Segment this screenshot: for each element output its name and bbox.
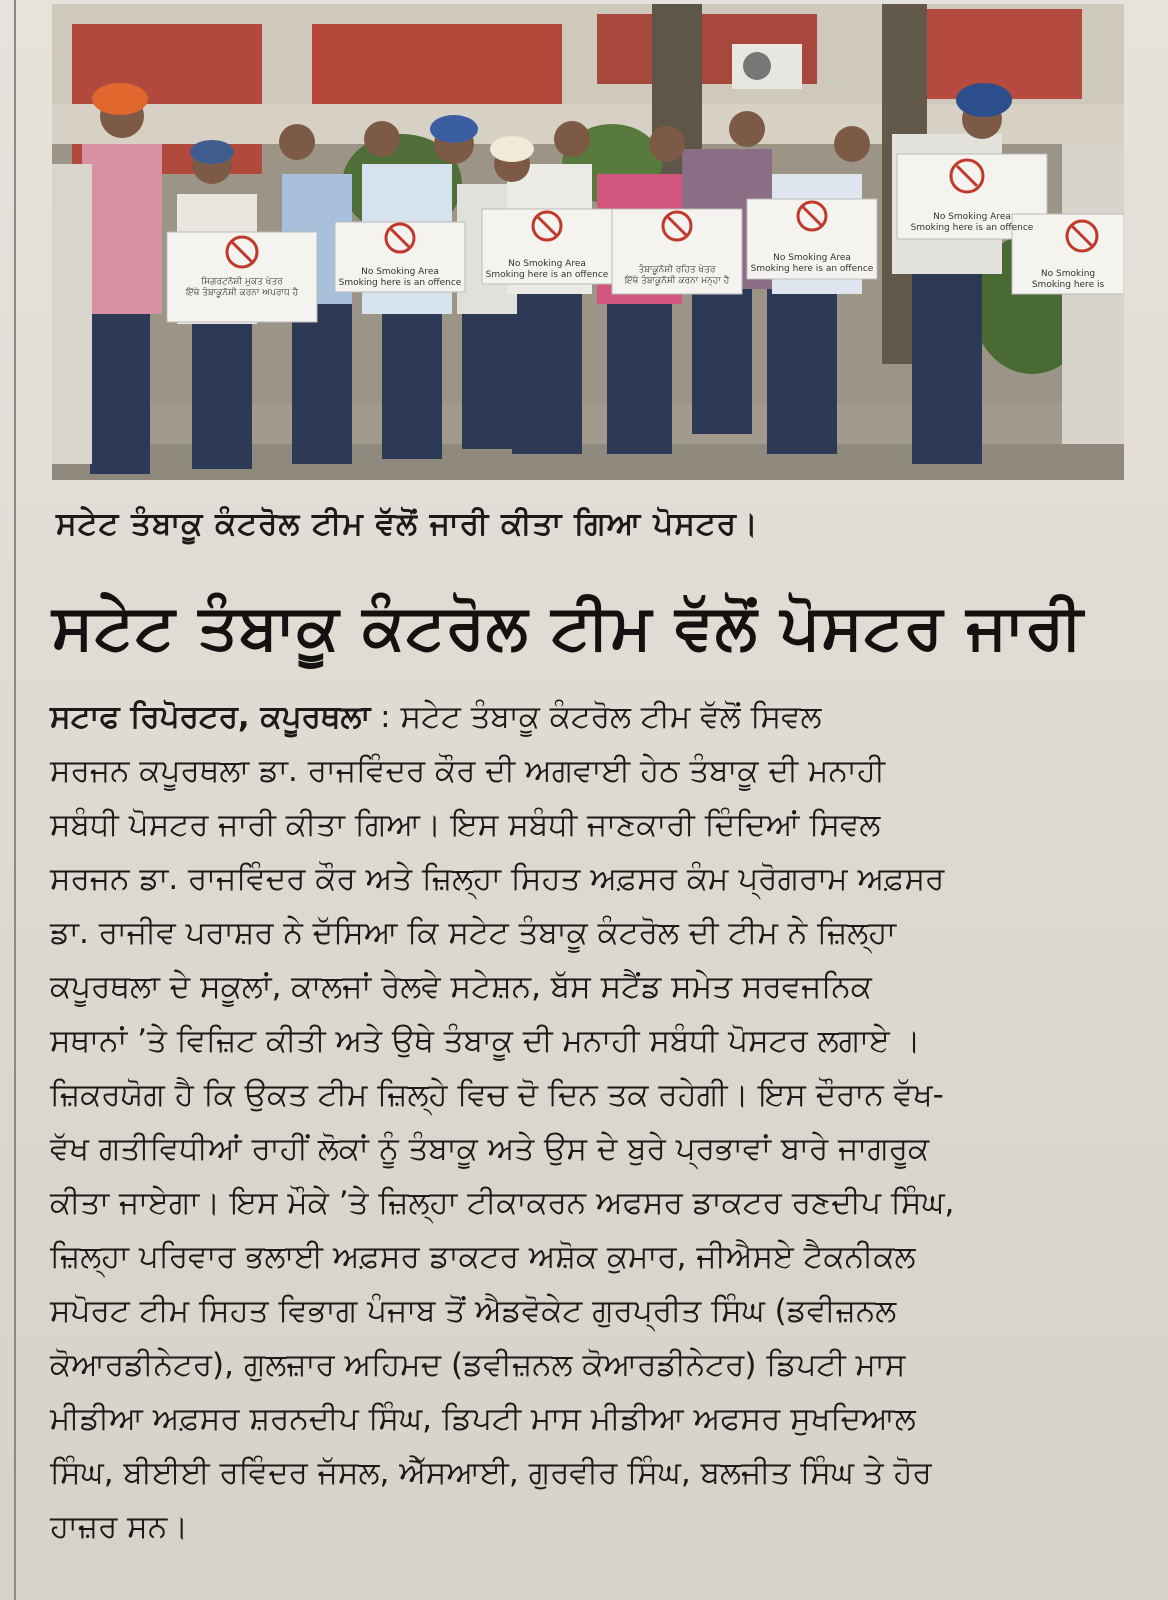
poster-sign-text: Smoking here is an offence bbox=[910, 223, 1034, 233]
news-photo bbox=[52, 4, 1124, 480]
headline: ਸਟੇਟ ਤੰਬਾਕੂ ਕੰਟਰੋਲ ਟੀਮ ਵੱਲੋਂ ਪੋਸਟਰ ਜਾਰੀ bbox=[52, 590, 1084, 663]
poster-sign-text: No Smoking Area bbox=[933, 212, 1011, 222]
article-line: ਕੀਤਾ ਜਾਏਗਾ। ਇਸ ਮੌਕੇ ’ਤੇ ਜ਼ਿਲ੍ਹਾ ਟੀਕਾਕਰਨ ਅਫਸਰ ਡਾਕਟਰ ਰਣਦੀਪ ਸਿੰਘ, bbox=[50, 1185, 955, 1221]
poster-sign-text: Smoking here is an offence bbox=[750, 264, 874, 274]
poster-sign-text: No Smoking Area bbox=[361, 267, 439, 277]
poster-sign-text: No Smoking bbox=[1040, 269, 1096, 279]
article-line: ਸਥਾਨਾਂ ’ਤੇ ਵਿਜ਼ਿਟ ਕੀਤੀ ਅਤੇ ਉਥੇ ਤੰਬਾਕੂ ਦੀ ਮਨਾਹੀ ਸਬੰਧੀ ਪੋਸਟਰ ਲਗਾਏ । bbox=[50, 1023, 921, 1059]
article-line: ਕਪੂਰਥਲਾ ਦੇ ਸਕੂਲਾਂ, ਕਾਲਜਾਂ ਰੇਲਵੇ ਸਟੇਸ਼ਨ, ਬੱਸ ਸਟੈਂਡ ਸਮੇਤ ਸਰਵਜਨਿਕ bbox=[50, 969, 872, 1005]
column-rule bbox=[14, 0, 16, 1600]
article-line: ਮੀਡੀਆ ਅਫ਼ਸਰ ਸ਼ਰਨਦੀਪ ਸਿੰਘ, ਡਿਪਟੀ ਮਾਸ ਮੀਡੀਆ ਅਫਸਰ ਸੁਖਦਿਆਲ bbox=[50, 1401, 916, 1437]
poster-sign-text: Smoking here is an offence bbox=[485, 270, 609, 280]
article-line: ਜ਼ਿਕਰਯੋਗ ਹੈ ਕਿ ਉਕਤ ਟੀਮ ਜ਼ਿਲ੍ਹੇ ਵਿਚ ਦੋ ਦਿਨ ਤਕ ਰਹੇਗੀ। ਇਸ ਦੌਰਾਨ ਵੱਖ- bbox=[50, 1077, 944, 1113]
article-line: ਡਾ. ਰਾਜੀਵ ਪਰਾਸ਼ਰ ਨੇ ਦੱਸਿਆ ਕਿ ਸਟੇਟ ਤੰਬਾਕੂ ਕੰਟਰੋਲ ਦੀ ਟੀਮ ਨੇ ਜ਼ਿਲ੍ਹਾ bbox=[50, 915, 897, 951]
article-line: ਸਰਜਨ ਕਪੂਰਥਲਾ ਡਾ. ਰਾਜਵਿੰਦਰ ਕੌਰ ਦੀ ਅਗਵਾਈ ਹੇਠ ਤੰਬਾਕੂ ਦੀ ਮਨਾਹੀ bbox=[50, 753, 886, 789]
article-line: ਕੋਆਰਡੀਨੇਟਰ), ਗੁਲਜ਼ਾਰ ਅਹਿਮਦ (ਡਵੀਜ਼ਨਲ ਕੋਆਰਡੀਨੇਟਰ) ਡਿਪਟੀ ਮਾਸ bbox=[50, 1347, 906, 1383]
article-line: ਸਪੋਰਟ ਟੀਮ ਸਿਹਤ ਵਿਭਾਗ ਪੰਜਾਬ ਤੋਂ ਐਡਵੋਕੇਟ ਗੁਰਪ੍ਰੀਤ ਸਿੰਘ (ਡਵੀਜ਼ਨਲ bbox=[50, 1293, 897, 1329]
poster-sign-text: No Smoking Area bbox=[508, 259, 586, 269]
photo-caption: ਸਟੇਟ ਤੰਬਾਕੂ ਕੰਟਰੋਲ ਟੀਮ ਵੱਲੋਂ ਜਾਰੀ ਕੀਤਾ ਗਿਆ ਪੋਸਟਰ। bbox=[56, 506, 759, 542]
article-line: ਸਰਜਨ ਡਾ. ਰਾਜਵਿੰਦਰ ਕੌਰ ਅਤੇ ਜ਼ਿਲ੍ਹਾ ਸਿਹਤ ਅਫ਼ਸਰ ਕੰਮ ਪ੍ਰੋਗਰਾਮ ਅਫ਼ਸਰ bbox=[50, 861, 945, 897]
poster-sign-text: ਇੱਥੇ ਤੰਬਾਕੂਨੋਸ਼ੀ ਕਰਨਾ ਅਪਰਾਧ ਹੈ bbox=[185, 288, 299, 298]
poster-sign-text: ਤੰਬਾਕੂਨੋਸ਼ੀ ਰਹਿਤ ਖੇਤਰ bbox=[638, 265, 716, 275]
article-first-line-text: : ਸਟੇਟ ਤੰਬਾਕੂ ਕੰਟਰੋਲ ਟੀਮ ਵੱਲੋਂ ਸਿਵਲ bbox=[370, 699, 822, 735]
article-first-line bbox=[50, 690, 1130, 744]
article-line: ਜ਼ਿਲ੍ਹਾ ਪਰਿਵਾਰ ਭਲਾਈ ਅਫ਼ਸਰ ਡਾਕਟਰ ਅਸ਼ੋਕ ਕੁਮਾਰ, ਜੀਐਸਏ ਟੈਕਨੀਕਲ bbox=[50, 1239, 916, 1275]
article-line: ਹਾਜ਼ਰ ਸਨ। bbox=[50, 1509, 189, 1545]
poster-sign-text: Smoking here is bbox=[1031, 280, 1105, 290]
article-line: ਵੱਖ ਗਤੀਵਿਧੀਆਂ ਰਾਹੀਂ ਲੋਕਾਂ ਨੂੰ ਤੰਬਾਕੂ ਅਤੇ ਉਸ ਦੇ ਬੁਰੇ ਪ੍ਰਭਾਵਾਂ ਬਾਰੇ ਜਾਗਰੂਕ bbox=[50, 1131, 930, 1167]
byline: ਸਟਾਫ ਰਿਪੋਰਟਰ, ਕਪੂਰਥਲਾ bbox=[50, 699, 371, 735]
photo-illustration bbox=[52, 4, 1124, 480]
poster-sign-text: No Smoking Area bbox=[773, 253, 851, 263]
poster-sign-text: ਸਿਗਰਟਨੋਸ਼ੀ ਮੁਕਤ ਖੇਤਰ bbox=[201, 277, 283, 287]
article-line: ਸਿੰਘ, ਬੀਈਈ ਰਵਿੰਦਰ ਜੱਸਲ, ਐੱਸਆਈ, ਗੁਰਵੀਰ ਸਿੰਘ, ਬਲਜੀਤ ਸਿੰਘ ਤੇ ਹੋਰ bbox=[50, 1455, 932, 1491]
article-body bbox=[50, 690, 1130, 1554]
poster-sign-text: ਇੱਥੇ ਤੰਬਾਕੂਨੋਸ਼ੀ ਕਰਨਾ ਮਨ੍ਹਾ ਹੈ bbox=[624, 276, 730, 286]
article-line: ਸਬੰਧੀ ਪੋਸਟਰ ਜਾਰੀ ਕੀਤਾ ਗਿਆ। ਇਸ ਸਬੰਧੀ ਜਾਣਕਾਰੀ ਦਿੰਦਿਆਂ ਸਿਵਲ bbox=[50, 807, 881, 843]
poster-sign-text: Smoking here is an offence bbox=[338, 278, 462, 288]
